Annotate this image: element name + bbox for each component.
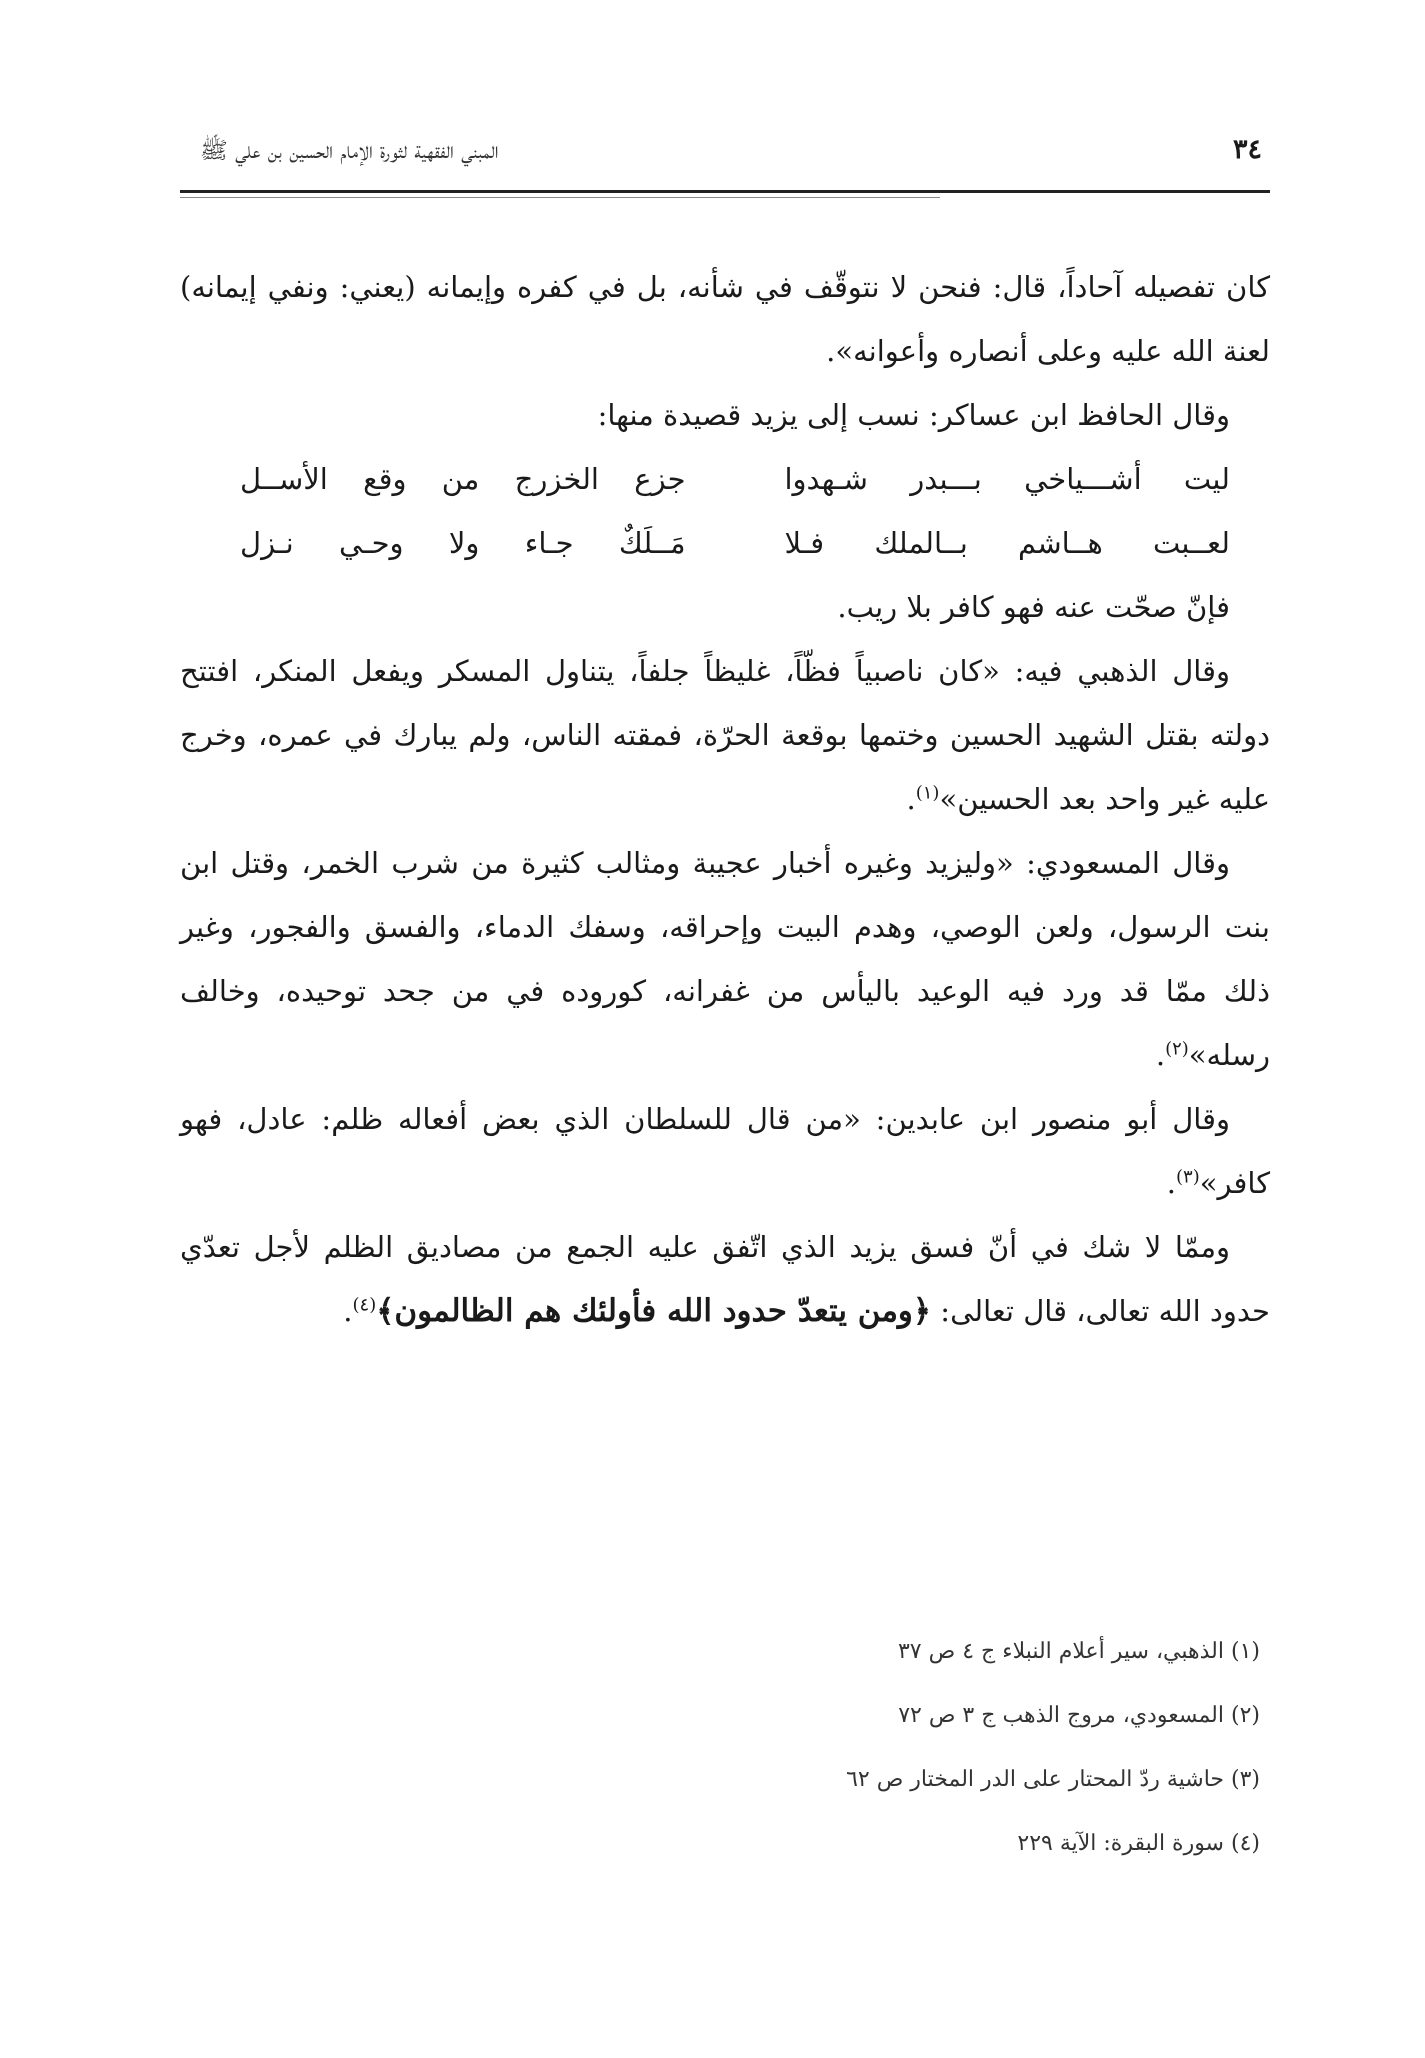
dhahabi-end: . — [906, 782, 916, 816]
footnote-2: (٢) المسعودي، مروج الذهب ج ٣ ص ٧٢ — [898, 1703, 1260, 1728]
book-page — [180, 120, 1270, 1980]
verse-hemistich-second: جزع الخزرج من وقع الأســل — [240, 462, 686, 496]
quran-verse: ﴿ومن يتعدّ حدود الله فأولئك هم الظالمون﴾ — [376, 1293, 932, 1329]
conclusion-end: . — [343, 1294, 353, 1328]
conclusion-text: وممّا لا شك في أنّ فسق يزيد الذي اتّفق عليه الجمع من مصاديق الظلم لأجل تعدّي حدود الله تعالى، قال تعالى: — [180, 1230, 1270, 1328]
paragraph-after-verse: فإنّ صحّت عنه فهو كافر بلا ريب. — [837, 590, 1230, 624]
page-number: ٣٤ — [1232, 134, 1262, 165]
paragraph-dhahabi — [180, 639, 1270, 831]
abidin-end: . — [1166, 1166, 1177, 1200]
header-rule-thin — [180, 197, 940, 198]
footnote-1: (١) الذهبي، سير أعلام النبلاء ج ٤ ص ٣٧ — [897, 1639, 1260, 1664]
masudi-text: وقال المسعودي: «وليزيد وغيره أخبار عجيبة ومثالب كثيرة من شرب الخمر، وقتل ابن بنت الرسول، ولعن الوصي، وهدم البيت وإحراقه، وسفك الدماء، والفسق والفجور، وغير ذلك ممّا قد ورد فيه الوعيد باليأس من غفرانه، كوروده في من جحد توحيده، وخالف رسله» — [180, 846, 1270, 1072]
footnote-ref-1[interactable]: (١) — [915, 782, 940, 804]
header-rule — [180, 190, 1270, 193]
footnotes — [180, 1620, 1270, 1876]
paragraph-abidin — [180, 1087, 1270, 1215]
verse-hemistich-first: لعــبت هــاشم بــالملك فـلا — [784, 526, 1230, 560]
page-header — [180, 120, 1270, 184]
paragraph-conclusion — [180, 1215, 1270, 1343]
paragraph-continuation: كان تفصيله آحاداً، قال: فنحن لا نتوقّف في شأنه، بل في كفره وإيمانه (يعني: ونفي إيمانه) لعنة الله عليه وعلى أنصاره وأعوانه». — [180, 270, 1270, 368]
verse-line-1 — [180, 447, 1270, 511]
footnote-ref-4[interactable]: (٤) — [352, 1294, 377, 1316]
footnote-ref-3[interactable]: (٣) — [1176, 1166, 1200, 1188]
abidin-text: وقال أبو منصور ابن عابدين: «من قال للسلطان الذي بعض أفعاله ظلم: عادل، فهو كافر» — [180, 1102, 1270, 1200]
verse-hemistich-second: مَــلَكٌ جـاء ولا وحـي نـزل — [240, 526, 686, 560]
footnote-ref-2[interactable]: (٢) — [1165, 1038, 1189, 1060]
page-body — [180, 255, 1270, 1343]
running-title: المبني الفقهية لثورة الإمام الحسين بن علي ﷺ — [200, 138, 499, 164]
footnote-3: (٣) حاشية ردّ المحتار على الدر المختار ص ٦٢ — [846, 1767, 1260, 1792]
masudi-end: . — [1155, 1038, 1166, 1072]
paragraph-ibn-asakir: وقال الحافظ ابن عساكر: نسب إلى يزيد قصيدة منها: — [597, 398, 1230, 432]
verse-hemistich-first: ليت أشـــياخي بـــبدر شـهدوا — [784, 462, 1230, 496]
paragraph-masudi — [180, 831, 1270, 1087]
verse-line-2 — [180, 511, 1270, 575]
footnote-4: (٤) سورة البقرة: الآية ٢٢٩ — [1017, 1831, 1260, 1856]
dhahabi-text: وقال الذهبي فيه: «كان ناصبياً فظّاً، غليظاً جلفاً، يتناول المسكر ويفعل المنكر، افتتح دولته بقتل الشهيد الحسين وختمها بوقعة الحرّة، فمقته الناس، ولم يبارك في عمره، وخرج عليه غير واحد بعد الحسين» — [180, 654, 1270, 816]
